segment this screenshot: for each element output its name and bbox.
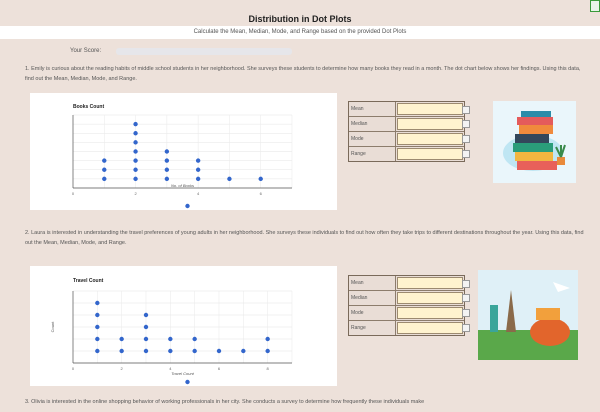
range-input[interactable]: [397, 322, 463, 334]
data-point: [168, 337, 172, 341]
x-tick-label: 2: [120, 366, 123, 371]
data-point: [95, 337, 99, 341]
x-tick-label: 4: [197, 191, 200, 196]
data-point: [144, 349, 148, 353]
data-point: [102, 177, 106, 181]
data-point: [165, 168, 169, 172]
mode-checkbox[interactable]: [462, 135, 470, 143]
median-input[interactable]: [397, 292, 463, 304]
data-point: [95, 313, 99, 317]
data-point: [102, 168, 106, 172]
page-title: Distribution in Dot Plots: [248, 14, 352, 24]
chart-title: Books Count: [73, 104, 105, 110]
mean-input[interactable]: [397, 277, 463, 289]
x-tick-label: 4: [169, 366, 172, 371]
mode-label: Mode: [349, 132, 396, 146]
data-point: [119, 337, 123, 341]
data-point: [265, 337, 269, 341]
data-point: [165, 149, 169, 153]
data-point: [133, 131, 137, 135]
x-axis-label: No. of Books: [171, 183, 194, 188]
data-point: [95, 301, 99, 305]
data-point: [133, 177, 137, 181]
x-tick-label: 0: [71, 191, 75, 196]
mode-input[interactable]: [397, 133, 463, 145]
data-point: [168, 349, 172, 353]
data-point: [144, 337, 148, 341]
x-tick-label: 0: [71, 366, 75, 371]
range-input[interactable]: [397, 148, 463, 160]
legend-marker: [185, 204, 189, 208]
data-point: [165, 158, 169, 162]
data-point: [196, 158, 200, 162]
x-tick-label: 8: [266, 366, 269, 371]
data-point: [217, 349, 221, 353]
mean-label: Mean: [349, 102, 396, 116]
data-point: [119, 349, 123, 353]
data-point: [241, 349, 245, 353]
median-checkbox[interactable]: [462, 120, 470, 128]
data-point: [133, 158, 137, 162]
data-point: [192, 349, 196, 353]
mean-checkbox[interactable]: [462, 280, 470, 288]
mean-checkbox[interactable]: [462, 106, 470, 114]
data-point: [192, 337, 196, 341]
travel-illustration: [478, 270, 578, 360]
median-label: Median: [349, 291, 396, 305]
data-point: [133, 168, 137, 172]
mean-label: Mean: [349, 276, 396, 290]
score-bar: [116, 48, 292, 55]
question-3-text: 3. Olivia is interested in the online shopping behavior of working professionals in her city. She conducts a survey to determine how frequently these individuals make: [25, 399, 425, 405]
data-point: [133, 149, 137, 153]
range-label: Range: [349, 321, 396, 335]
data-point: [95, 349, 99, 353]
mode-label: Mode: [349, 306, 396, 320]
page-subtitle: Calculate the Mean, Median, Mode, and Range based on the provided Dot Plots: [0, 26, 600, 39]
data-point: [165, 177, 169, 181]
mode-input[interactable]: [397, 307, 463, 319]
data-point: [259, 177, 263, 181]
answer-table-2: [348, 275, 465, 336]
median-checkbox[interactable]: [462, 294, 470, 302]
score-label: Your Score:: [70, 48, 102, 54]
question-1-text: 1. Emily is curious about the reading habits of middle school students in her neighborhood. She surveys these students to determine how many books they read in a month. The dot chart below shows her findings. Using this data, find out the Mean, Median, Mode, and Range.: [25, 66, 581, 82]
legend-marker: [185, 380, 189, 384]
data-point: [144, 325, 148, 329]
data-point: [133, 122, 137, 126]
x-tick-label: 2: [134, 191, 137, 196]
data-point: [133, 140, 137, 144]
median-input[interactable]: [397, 118, 463, 130]
x-tick-label: 6: [217, 366, 221, 371]
data-point: [144, 313, 148, 317]
range-checkbox[interactable]: [462, 324, 470, 332]
corner-icon[interactable]: [590, 0, 600, 12]
range-checkbox[interactable]: [462, 150, 470, 158]
median-label: Median: [349, 117, 396, 131]
y-axis-label: Count: [50, 321, 55, 333]
data-point: [265, 349, 269, 353]
data-point: [227, 177, 231, 181]
data-point: [95, 325, 99, 329]
mean-input[interactable]: [397, 103, 463, 115]
chart-title: Travel Count: [73, 278, 104, 284]
data-point: [196, 177, 200, 181]
data-point: [102, 158, 106, 162]
x-axis-label: Travel Count: [171, 371, 194, 376]
answer-table-1: [348, 101, 465, 162]
travel-chart: [30, 266, 337, 386]
books-illustration: [493, 101, 576, 183]
mode-checkbox[interactable]: [462, 309, 470, 317]
books-chart: [30, 93, 337, 210]
x-tick-label: 6: [259, 191, 262, 196]
range-label: Range: [349, 147, 396, 161]
question-2-text: 2. Laura is interested in understanding the travel preferences of young adults in her neighborhood. She surveys these individuals to find out how often they take trips to different destinations throughout the year. Using this data, find out the Mean, Median, Mode, and Range.: [25, 230, 584, 246]
data-point: [196, 168, 200, 172]
